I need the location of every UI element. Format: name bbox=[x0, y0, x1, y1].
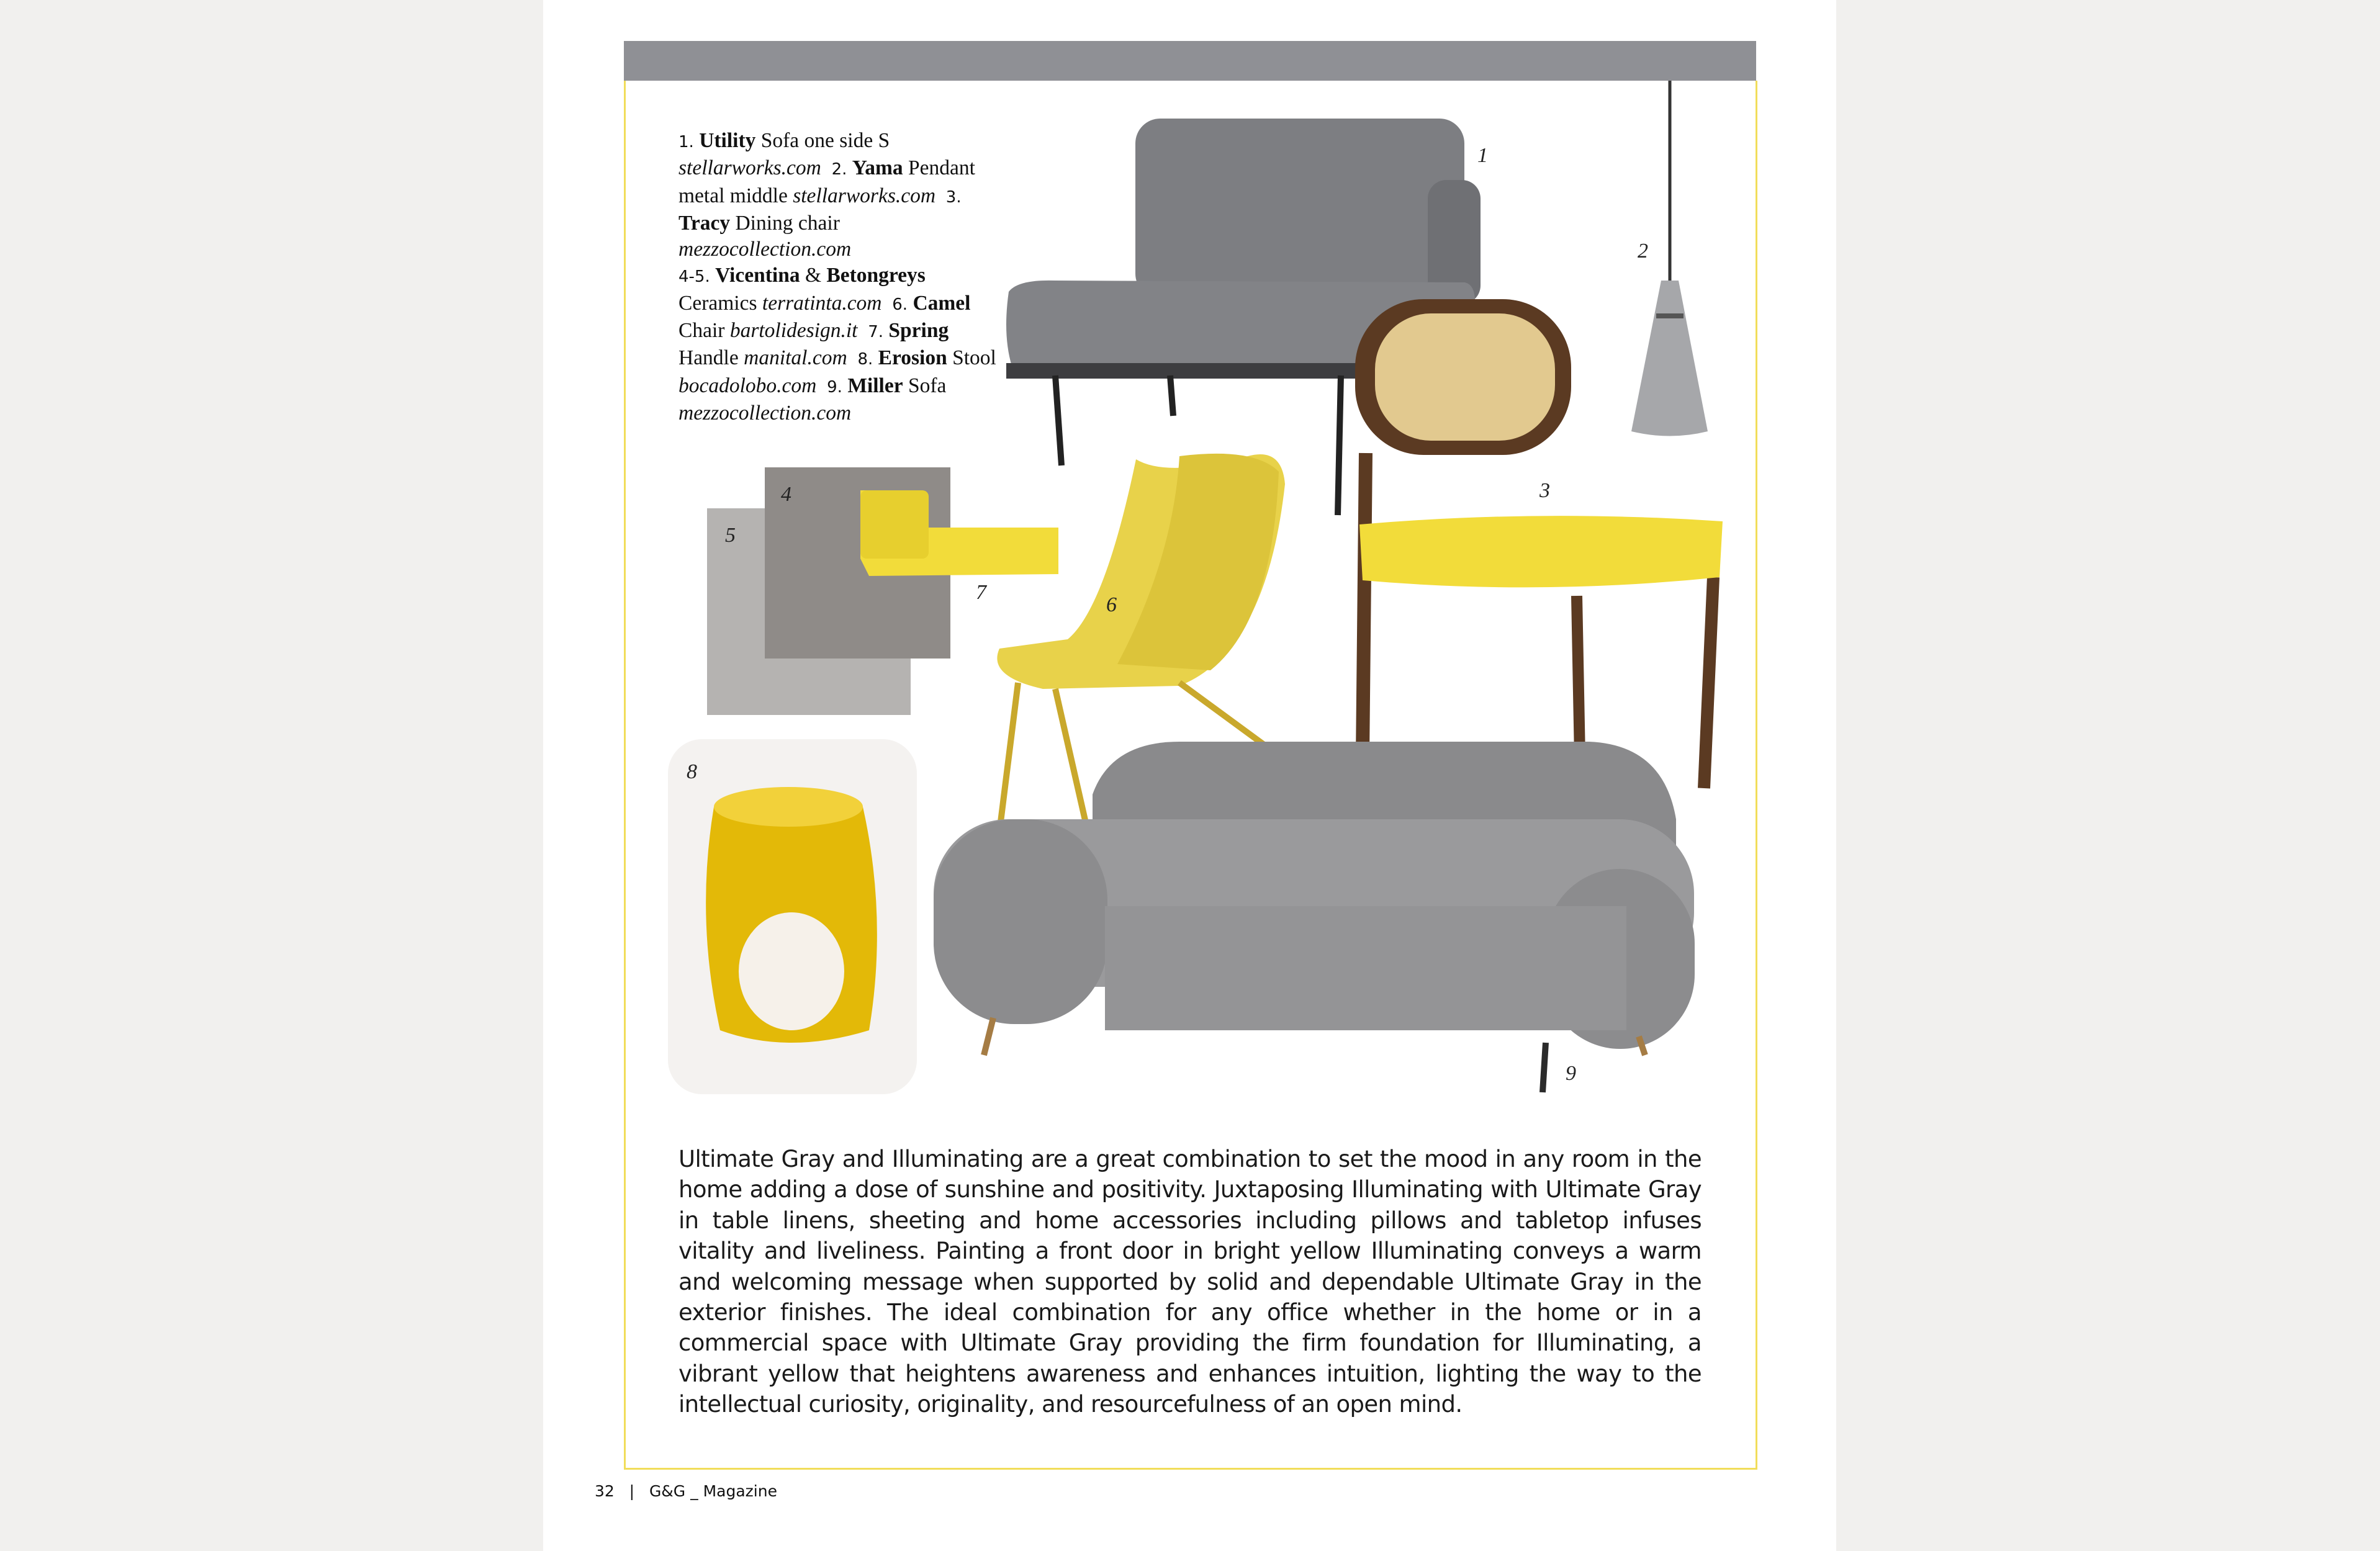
credit-name: Yama bbox=[852, 156, 903, 180]
erosion-stool-image bbox=[668, 739, 917, 1094]
credit-number: 4-5. bbox=[678, 267, 710, 287]
credit-number: 3. bbox=[945, 187, 962, 207]
credit-site: mezzocollection.com bbox=[678, 238, 852, 261]
label-7: 7 bbox=[976, 581, 986, 604]
credit-name: Miller bbox=[847, 374, 903, 397]
credit-name: Betongreys bbox=[826, 264, 926, 287]
credit-site: mezzocollection.com bbox=[678, 401, 852, 425]
credit-name: Erosion bbox=[878, 346, 947, 370]
label-3: 3 bbox=[1539, 479, 1550, 502]
credit-desc: Dining chair bbox=[735, 211, 840, 235]
credit-site: bocadolobo.com bbox=[678, 374, 817, 397]
credit-number: 8. bbox=[857, 350, 873, 369]
credit-number: 6. bbox=[892, 295, 908, 314]
label-4: 4 bbox=[781, 483, 791, 506]
credit-amp: & bbox=[805, 264, 822, 287]
credit-name: Camel bbox=[913, 291, 971, 315]
credit-site: stellarworks.com bbox=[793, 184, 936, 207]
label-1: 1 bbox=[1477, 144, 1488, 167]
credit-desc: Sofa one side S bbox=[760, 129, 890, 152]
label-9: 9 bbox=[1566, 1062, 1576, 1085]
credit-desc: Sofa bbox=[908, 374, 947, 397]
page-number: 32 bbox=[595, 1482, 615, 1500]
label-6: 6 bbox=[1106, 593, 1117, 616]
magazine-title: G&G _ Magazine bbox=[649, 1482, 777, 1500]
credit-name: Spring bbox=[888, 319, 949, 343]
credit-desc: Stool bbox=[952, 346, 996, 370]
spring-handle-image bbox=[860, 490, 1058, 576]
product-credits bbox=[678, 128, 1001, 426]
credit-number: 7. bbox=[868, 323, 884, 342]
credit-number: 9. bbox=[827, 377, 842, 397]
credit-desc: Chair bbox=[678, 319, 725, 343]
label-8: 8 bbox=[687, 760, 697, 783]
credit-number: 1. bbox=[678, 133, 694, 151]
credit-number: 2. bbox=[831, 160, 847, 179]
credit-name: Utility bbox=[699, 129, 756, 152]
credit-site: terratinta.com bbox=[762, 291, 882, 315]
miller-sofa-image bbox=[934, 742, 1695, 1092]
article-paragraph: Ultimate Gray and Illuminating are a great combination to set the mood in any room in the home adding a dose of sunshine and positivity. Juxtaposing Illuminating with Ultimate Gray in table linens, sheeting and home accessories including pillows and tabletop infuses vitality and liveliness. Painting a front door in bright yellow Illuminating conveys a warm and welcoming message when supported by solid and dependable Ultimate Gray in the exterior finishes. The ideal combination for any office whether in the home or in a commercial space with Ultimate Gray providing the firm foundation for Illuminating, a vibrant yellow that heightens awareness and enhances intuition, lighting the way to the intellectual curiosity, originality, and resourcefulness of an open mind. bbox=[678, 1146, 1702, 1418]
footer-separator: | bbox=[629, 1482, 635, 1500]
page-footer bbox=[595, 1482, 777, 1500]
credit-site: bartolidesign.it bbox=[729, 319, 858, 343]
label-5: 5 bbox=[725, 524, 736, 547]
credit-desc: Ceramics bbox=[678, 291, 757, 315]
credit-site: stellarworks.com bbox=[678, 156, 821, 180]
credit-name: Vicentina bbox=[715, 264, 800, 287]
label-2: 2 bbox=[1638, 240, 1648, 263]
credit-desc: Pendant metal middle bbox=[678, 156, 975, 207]
credit-site: manital.com bbox=[744, 346, 847, 370]
credit-desc: Handle bbox=[678, 346, 739, 370]
credit-name: Tracy bbox=[678, 211, 731, 235]
